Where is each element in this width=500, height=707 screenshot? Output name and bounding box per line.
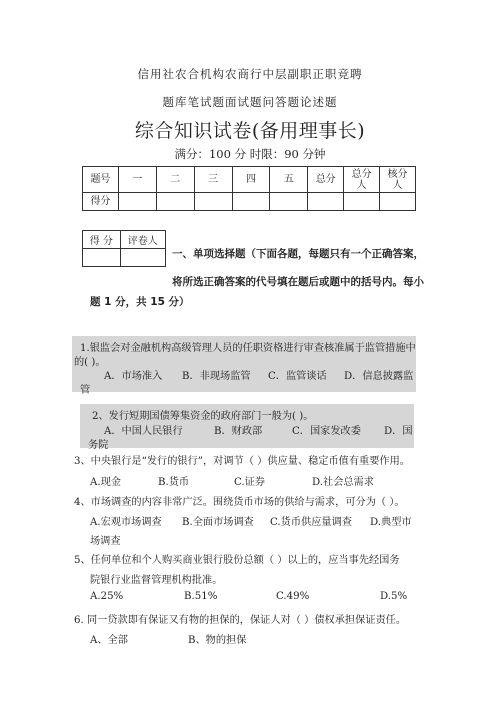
question-5-option-a: A.25% xyxy=(90,591,124,602)
question-2-option-d: D．国 xyxy=(384,426,413,437)
question-2-option-d-wrap: 务院 xyxy=(88,440,109,451)
question-2-option-b: B．财政部 xyxy=(214,426,263,437)
exam-title: 综合知识试卷(备用理事长) xyxy=(134,120,366,142)
question-1-option-d-wrap: 管 xyxy=(80,385,91,396)
header-line-2: 题库笔试题面试题问答题论述题 xyxy=(162,95,338,109)
question-4-option-a: A.宏观市场调查 xyxy=(90,517,162,528)
question-5-option-b: B.51% xyxy=(184,591,218,602)
question-5-option-d: D.5% xyxy=(380,591,408,602)
section-1-instructions-line-2: 将所选正确答案的代号填在题后或题中的括号内。每小 xyxy=(172,276,424,288)
question-6-option-b: B、物的担保 xyxy=(188,635,247,646)
question-1-option-c: C．监管谈话 xyxy=(268,371,327,382)
question-1-option-b: B．非现场监管 xyxy=(182,371,251,382)
question-3-option-a: A.现金 xyxy=(90,477,121,488)
question-2-option-a: A．中国人民银行 xyxy=(104,426,183,437)
grader-score-label: 得 分 xyxy=(83,231,121,249)
question-2-option-c: C．国家发改委 xyxy=(292,426,361,437)
score-cell xyxy=(232,193,270,211)
score-header-cell: 总分人 xyxy=(344,167,380,193)
question-4-option-d: D.典型市 xyxy=(370,517,412,528)
score-cell xyxy=(380,193,416,211)
score-table-score-row xyxy=(83,193,416,211)
exam-meta: 满分：100 分 时限：90 分钟 xyxy=(174,147,326,161)
question-1-option-d: D．信息披露监 xyxy=(344,371,414,382)
question-6-option-a: A、全部 xyxy=(90,635,128,646)
score-cell xyxy=(344,193,380,211)
question-6-stem: 6. 同一贷款即有保证又有物的担保的，保证人对（ ）债权承担保证责任。 xyxy=(74,615,407,626)
score-header-cell: 四 xyxy=(232,167,270,193)
question-5-stem: 5、任何单位和个人购买商业银行股份总额（ ）以上的，应当事先经国务 xyxy=(74,555,400,566)
score-cell xyxy=(194,193,232,211)
score-cell xyxy=(118,193,156,211)
score-table xyxy=(82,166,416,211)
question-4-option-c: C.货币供应量调查 xyxy=(270,517,352,528)
grader-score-cell xyxy=(83,249,121,267)
score-cell xyxy=(308,193,344,211)
question-5-stem-cont: 院银行业监督管理机构批准。 xyxy=(90,575,223,586)
question-1-option-a: A．市场准入 xyxy=(104,371,163,382)
question-3-option-c: C.证券 xyxy=(234,477,266,488)
score-header-cell: 二 xyxy=(156,167,194,193)
section-1-instructions-line-3: 题 1 分，共 15 分） xyxy=(90,296,190,308)
question-1-stem: 1.银监会对金融机构高级管理人员的任职资格进行审查核准属于监管措施中 xyxy=(80,343,416,354)
score-header-cell: 五 xyxy=(270,167,308,193)
score-header-cell: 题号 xyxy=(83,167,119,193)
score-cell xyxy=(156,193,194,211)
score-header-cell: 三 xyxy=(194,167,232,193)
score-cell xyxy=(270,193,308,211)
score-table-header-row xyxy=(83,167,416,193)
score-header-cell: 总分 xyxy=(308,167,344,193)
question-3-stem: 3、中央银行是“发行的银行”，对调节（ ）供应量、稳定币值有重要作用。 xyxy=(74,456,410,467)
section-1-instructions-line-1: 一、单项选择题（下面各题，每题只有一个正确答案， xyxy=(172,248,424,260)
question-4-option-b: B.全面市场调查 xyxy=(182,517,254,528)
question-5-option-c: C.49% xyxy=(276,591,310,602)
header-line-1: 信用社农合机构农商行中层副职正职竞聘 xyxy=(137,67,363,81)
grader-name-cell xyxy=(120,249,165,267)
score-header-cell: 核分人 xyxy=(380,167,416,193)
question-4-option-d-wrap: 场调查 xyxy=(90,536,121,547)
score-row-label: 得分 xyxy=(83,193,119,211)
grader-table xyxy=(82,230,166,267)
grader-name-label: 评卷人 xyxy=(120,231,165,249)
question-1-stem-cont: 的( )。 xyxy=(74,357,106,368)
question-3-option-d: D.社会总需求 xyxy=(312,477,374,488)
question-3-option-b: B.货币 xyxy=(158,477,190,488)
score-header-cell: 一 xyxy=(118,167,156,193)
question-4-stem: 4、市场调查的内容非常广泛。围绕货币市场的供给与需求，可分为（ ）。 xyxy=(74,497,405,508)
question-2-stem: 2、发行短期国债筹集资金的政府部门一般为( )。 xyxy=(92,411,314,422)
